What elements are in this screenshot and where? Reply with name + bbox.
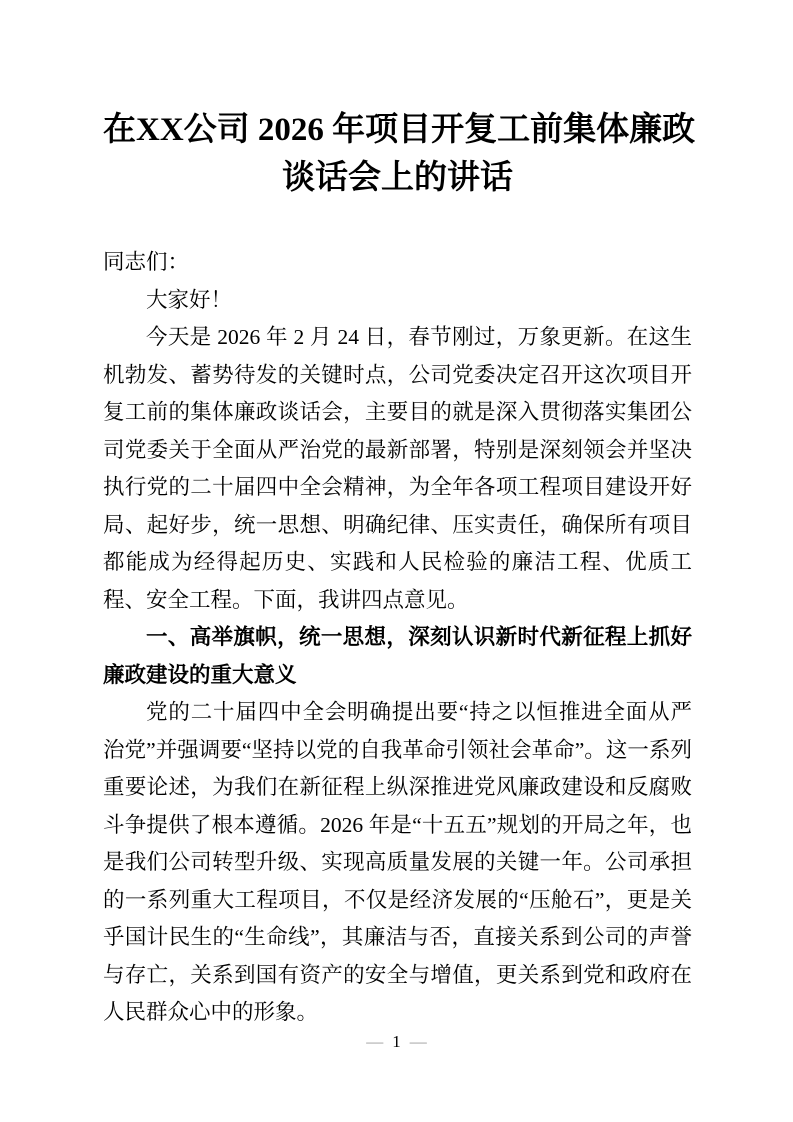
- document-title: [103, 106, 696, 202]
- section-1-paragraph: 党的二十届四中全会明确提出要“持之以恒推进全面从严治党”并强调要“坚持以党的自我革命引领社会革命”。这一系列重要论述，为我们在新征程上纵深推进党风廉政建设和反腐败斗争提供了根本遵循。2026 年是“十五五”规划的开局之年，也是我们公司转型升级、实现高质量发展的关键一年。公司承担的一系列重大工程项目，不仅是经济发展的“压舱石”，更是关乎国计民生的“生命线”，其廉洁与否，直接关系到公司的声誉与存亡，关系到国有资产的安全与增值，更关系到党和政府在人民群众心中的形象。: [103, 700, 692, 1024]
- page-footer: [0, 1032, 793, 1052]
- document-title-line-2: 谈话会上的讲话: [282, 160, 513, 196]
- page-number-dash-left: —: [366, 1032, 384, 1051]
- section-1-heading: 一、高举旗帜，统一思想，深刻认识新时代新征程上抓好廉政建设的重大意义: [103, 625, 692, 687]
- greeting-paragraph: 大家好！: [146, 287, 233, 312]
- document-title-line-1: 在XX公司 2026 年项目开复工前集体廉政: [103, 112, 696, 148]
- salutation: 同志们：: [103, 250, 190, 274]
- page-number: 1: [392, 1032, 401, 1051]
- opening-paragraph: 今天是 2026 年 2 月 24 日，春节刚过，万象更新。在这生机勃发、蓄势待发的关键时点，公司党委决定召开这次项目开复工前的集体廉政谈话会，主要目的就是深入贯彻落实集团公司党委关于全面从严治党的最新部署，特别是深刻领会并坚决执行党的二十届四中全会精神，为全年各项工程项目建设开好局、起好步，统一思想、明确纪律、压实责任，确保所有项目都能成为经得起历史、实践和人民检验的廉洁工程、优质工程、安全工程。下面，我讲四点意见。: [103, 325, 692, 612]
- page-number-dash-right: —: [409, 1032, 427, 1051]
- document-body: [103, 244, 692, 1032]
